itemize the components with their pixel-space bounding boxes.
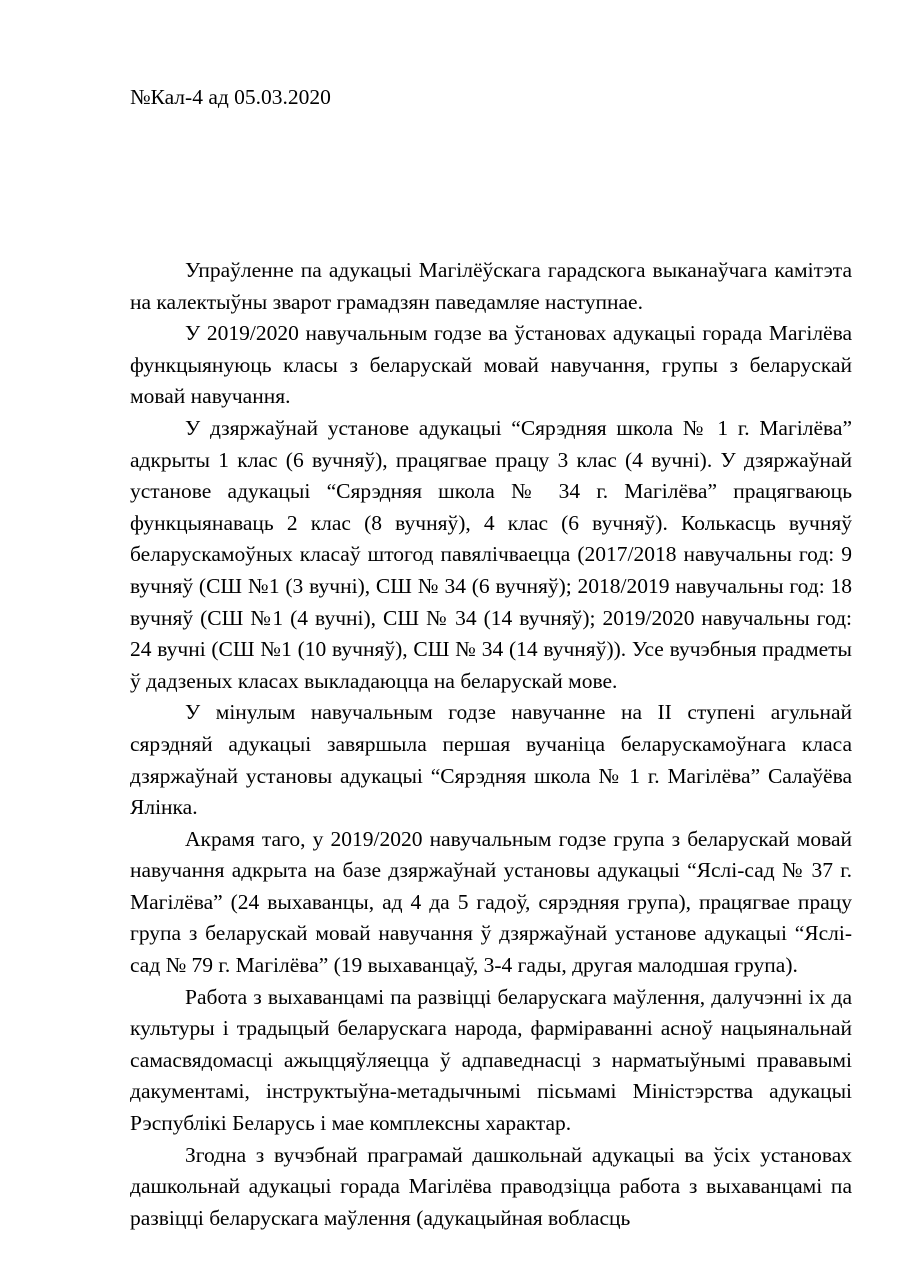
reference-number: №Кал-4 ад 05.03.2020 [130,85,331,109]
paragraph-curriculum: Згодна з вучэбнай праграмай дашкольнай адукацыі ва ўсіх установах дашкольнай адукацыі горада Магілёва праводзіцца работа з выхаванцамі па развіцці беларускага маўлення (адукацыйная вобласць [130,1142,852,1230]
paragraph-methods: Работа з выхаванцамі па развіцці беларускага маўлення, далучэнні іх да культуры і традыцый беларускага народа, фарміраванні асноў нацыянальнай самасвядомасці ажыццяўляецца ў адпаведнасці з нарматыўнымі прававымі дакументамі, інструктыўна-метадычнымі пісьмамі Міністэрства адукацыі Рэспублікі Беларусь і мае комплексны характар. [130,984,852,1136]
letter-body [130,255,852,1234]
paragraph-graduate: У мінулым навучальным годзе навучанне на ІІ ступені агульнай сярэдняй адукацыі завяршыла першая вучаніца беларускамоўнага класа дзяржаўнай установы адукацыі “Сярэдняя школа № 1 г. Магілёва” Салаўёва Ялінка. [130,700,852,820]
paragraph-kindergarten: Акрамя таго, у 2019/2020 навучальным годзе група з беларускай мовай навучання адкрыта на базе дзяржаўнай установы адукацыі “Яслі-сад № 37 г. Магілёва” (24 выхаванцы, ад 4 да 5 гадоў, сярэдняя група), працягвае працу група з беларускай мовай навучання ў дзяржаўнай установе адукацыі “Яслі-сад № 79 г. Магілёва” (19 выхаванцаў, 3-4 гады, другая малодшая група). [130,826,852,978]
paragraph-intro: Упраўленне па адукацыі Магілёўскага гарадскога выканаўчага камітэта на калектыўны зварот грамадзян паведамляе наступнае. [130,258,852,314]
paragraph-classes: У 2019/2020 навучальным годзе ва ўстановах адукацыі горада Магілёва функцыянуюць класы з беларускай мовай навучання, групы з беларускай мовай навучання. [130,321,852,409]
paragraph-school-details: У дзяржаўнай установе адукацыі “Сярэдняя школа № 1 г. Магілёва” адкрыты 1 клас (6 вучняў), працягвае працу 3 клас (4 вучні). У дзяржаўнай установе адукацыі “Сярэдняя школа № 34 г. Магілёва” працягваюць функцыянаваць 2 клас (8 вучняў), 4 клас (6 вучняў). Колькасць вучняў беларускамоўных класаў штогод павялічваецца (2017/2018 навучальны год: 9 вучняў (СШ №1 (3 вучні), СШ № 34 (6 вучняў); 2018/2019 навучальны год: 18 вучняў (СШ №1 (4 вучні), СШ № 34 (14 вучняў); 2019/2020 навучальны год: 24 вучні (СШ №1 (10 вучняў), СШ № 34 (14 вучняў)). Усе вучэбныя прадметы ў дадзеных класах выкладаюцца на беларускай мове. [130,415,852,693]
